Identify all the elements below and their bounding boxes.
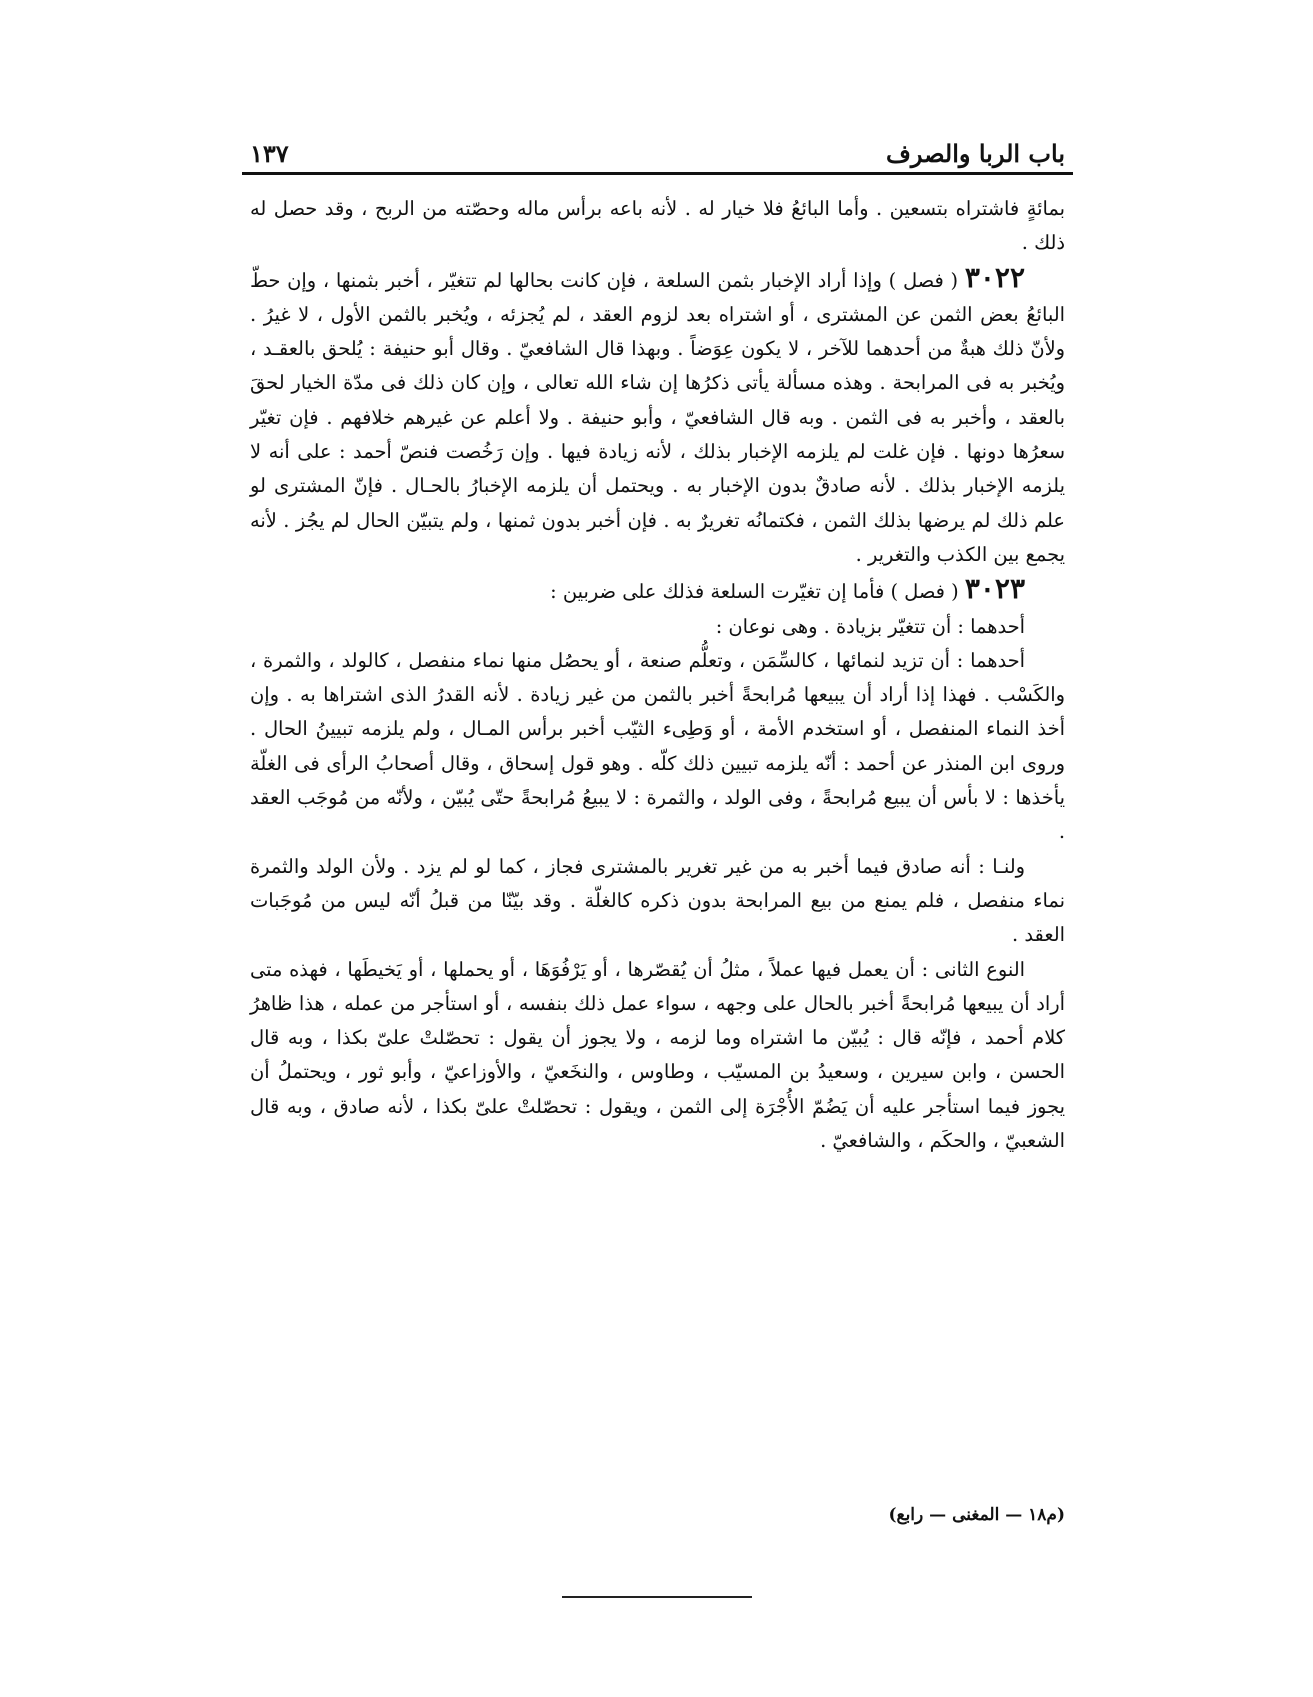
page-number: ١٣٧ <box>250 139 289 168</box>
bottom-rule <box>562 1596 752 1598</box>
header-rule <box>242 172 1073 175</box>
page-body <box>250 192 1065 1158</box>
running-head: باب الربا والصرف <box>885 139 1065 168</box>
paragraph: أحدهما : أن تزيد لنمائها ، كالسِّمَن ، وتعلُّم صنعة ، أو يحصُل منها نماء منفصل ، كالولد ، والثمرة ، والكَسْب . فهذا إذا أراد أن يبيعها مُرابحةً أخبر بالثمن من غير زيادة . لأنه القدرُ الذى اشتراها به . وإن أخذ النماء المنفصل ، أو استخدم الأمة ، أو وَطِىء الثيّب أخبر برأس المـال ، ولم يلزمه تبيينُ الحال . وروى ابن المنذر عن أحمد : أنّه يلزمه تبيين ذلك كلّه . وهو قول إسحاق ، وقال أصحابُ الرأى فى الغلّة يأخذها : لا بأس أن يبيع مُرابحةً ، وفى الولد ، والثمرة : لا يبيعُ مُرابحةً حتّى يُبيّن ، ولأنّه من مُوجَب العقد . <box>250 648 1066 844</box>
paragraph: النوع الثانى : أن يعمل فيها عملاً ، مثلُ أن يُقصّرها ، أو يَرْفُوَهَا ، أو يحملها ، أو يَخيطَها ، فهذه متى أراد أن يبيعها مُرابحةً أخبر بالحال على وجهه ، سواء عمل ذلك بنفسه ، أو استأجر من عمله ، هذا ظاهرُ كلام أحمد ، فإنّه قال : يُبيّن ما اشتراه وما لزمه ، ولا يجوز أن يقول : تحصّلتْ علىّ بكذا ، وبه قال الحسن ، وابن سيرين ، وسعيدُ بن المسيّب ، وطاوس ، والنخَعيّ ، والأوزاعيّ ، وأبو ثور ، ويحتملُ أن يجوز فيما استأجر عليه أن يَضُمّ الأُجْرَة إلى الثمن ، ويقول : تحصّلتْ علىّ بكذا ، لأنه صادق ، وبه قال الشعبيّ ، والحكَم ، والشافعيّ . <box>250 957 1065 1153</box>
paragraph: ٣٠٢٣ ( فصل ) فأما إن تغيّرت السلعة فذلك على ضربين : <box>550 572 1025 606</box>
book-page <box>250 0 1065 1697</box>
signature-mark: (م١٨ — المغنى — رابع) <box>888 1505 1065 1525</box>
section-number: ٣٠٢٣ <box>964 572 1025 606</box>
section-number: ٣٠٢٢ <box>964 260 1025 294</box>
page-header <box>250 128 1065 168</box>
paragraph: بمائةٍ فاشتراه بتسعين . وأما البائعُ فلا خيار له . لأنه باعه برأس ماله وحصّته من الربح ، وقد حصل له ذلك . <box>250 197 1065 255</box>
paragraph: ٣٠٢٢ ( فصل ) وإذا أراد الإخبار بثمن السلعة ، فإن كانت بحالها لم تتغيّر ، أخبر بثمنها ، وإن حطّ البائعُ بعض الثمن عن المشترى ، أو اشتراه بعد لزوم العقد ، لم يُجزئه ، ويُخبر بالثمن الأول ، لا غيرُ . ولأنّ ذلك هبةٌ من أحدهما للآخر ، لا يكون عِوَضاً . وبهذا قال الشافعيّ . وقال أبو حنيفة : يُلحق بالعقـد ، ويُخبر به فى المرابحة . وهذه مسألة يأتى ذكرُها إن شاء الله تعالى ، وإن كان ذلك فى مدّة الخيار لحقَ بالعقد ، وأخبر به فى الثمن . وبه قال الشافعيّ ، وأبو حنيفة . ولا أعلم عن غيرهم خلافهم . فإن تغيّر سعرُها دونها . فإن غلت لم يلزمه الإخبار بذلك ، لأنه زيادة فيها . وإن رَخُصت فنصّ أحمد : على أنه لا يلزمه الإخبار بذلك . لأنه صادقٌ بدون الإخبار به . ويحتمل أن يلزمه الإخبارُ بالحـال . فإنّ المشترى لو علم ذلك لم يرضها بذلك الثمن ، فكتمانُه تغريرٌ به . فإن أخبر بدون ثمنها ، ولم يتبيّن الحال لم يجُز . لأنه يجمع بين الكذب والتغرير . <box>250 260 1065 566</box>
paragraph: ولنـا : أنه صادق فيما أخبر به من غير تغرير بالمشترى فجاز ، كما لو لم يزد . ولأن الولد والثمرة نماء منفصل ، فلم يمنع من بيع المرابحة بدون ذكره كالغلّة . وقد بيّنّا من قبلُ أنّه ليس من مُوجَبات العقد . <box>250 854 1065 947</box>
paragraph: أحدهما : أن تتغيّر بزيادة . وهى نوعان : <box>715 614 1025 638</box>
